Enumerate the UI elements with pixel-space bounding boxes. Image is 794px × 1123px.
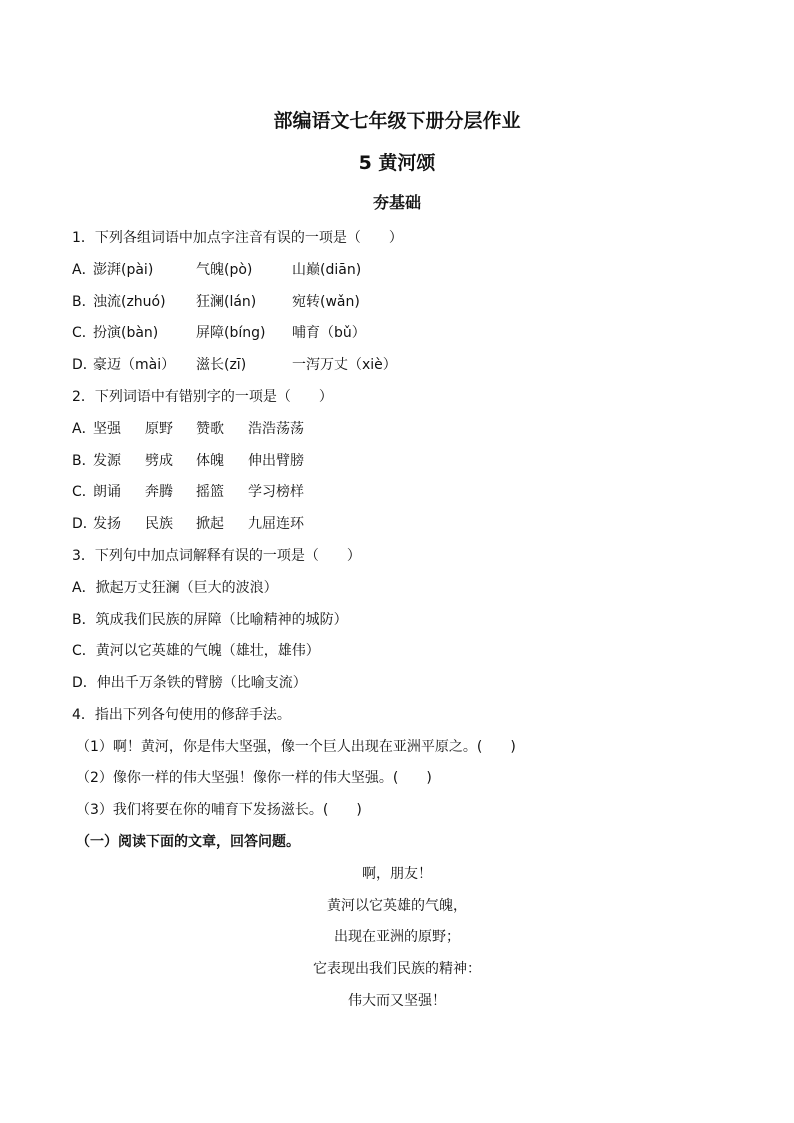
section-heading: 夯基础 (372, 193, 421, 212)
option-label: A． (72, 421, 96, 437)
option-item: 九屈连环 (248, 516, 304, 532)
option-item: 豪迈（mài） (93, 357, 176, 373)
question-2-stem: 2．下列词语中有错别字的一项是（ ） (72, 389, 333, 405)
option-item: 体魄 (196, 453, 224, 469)
option-label: D． (72, 357, 97, 373)
option-item: 坚强 (93, 421, 121, 437)
lesson-title: 5 黄河颂 (358, 152, 436, 174)
poem-line: 出现在亚洲的原野； (334, 929, 460, 945)
reading-heading: （一）阅读下面的文章，回答问题。 (76, 834, 300, 850)
option-item: 摇篮 (196, 484, 224, 500)
question-4-item-2: （2）像你一样的伟大坚强！像你一样的伟大坚强。( ) (76, 770, 432, 786)
option-item: 原野 (145, 421, 173, 437)
option-label: A． (72, 262, 96, 278)
option-label: C． (72, 484, 96, 500)
option-item: 一泻万丈（xiè） (292, 357, 397, 373)
option-item: 民族 (145, 516, 173, 532)
option-item: 学习榜样 (248, 484, 304, 500)
option-item: 气魄(pò) (196, 262, 253, 278)
option-item: 奔腾 (145, 484, 173, 500)
question-1-stem: 1．下列各组词语中加点字注音有误的一项是（ ） (72, 230, 403, 246)
document-title: 部编语文七年级下册分层作业 (273, 110, 521, 132)
option-item: 劈成 (145, 453, 173, 469)
question-3-option-c: C．黄河以它英雄的气魄（雄壮，雄伟） (72, 643, 320, 659)
option-item: 滋长(zī) (196, 357, 247, 373)
option-item: 伸出臂膀 (248, 453, 304, 469)
poem-line: 它表现出我们民族的精神： (313, 961, 481, 977)
option-item: 浩浩荡荡 (248, 421, 304, 437)
option-item: 朗诵 (93, 484, 121, 500)
option-item: 浊流(zhuó) (93, 294, 166, 310)
question-3-option-a: A．掀起万丈狂澜（巨大的波浪） (72, 580, 278, 596)
option-item: 发扬 (93, 516, 121, 532)
question-4-stem: 4．指出下列各句使用的修辞手法。 (72, 707, 291, 723)
option-item: 赞歌 (196, 421, 224, 437)
option-item: 哺育（bǔ） (292, 325, 366, 341)
option-item: 山巅(diān) (292, 262, 362, 278)
option-item: 狂澜(lán) (196, 294, 257, 310)
option-item: 屏障(bíng) (196, 325, 266, 341)
question-4-item-1: （1）啊！黄河，你是伟大坚强，像一个巨人出现在亚洲平原之。( ) (76, 739, 516, 755)
option-label: B． (72, 453, 96, 469)
question-3-option-d: D．伸出千万条铁的臂膀（比喻支流） (72, 675, 307, 691)
poem-line: 伟大而又坚强！ (348, 993, 446, 1009)
option-item: 发源 (93, 453, 121, 469)
option-item: 澎湃(pài) (93, 262, 154, 278)
option-label: C． (72, 325, 96, 341)
poem-line: 黄河以它英雄的气魄， (327, 898, 467, 914)
option-label: B． (72, 294, 96, 310)
question-4-item-3: （3）我们将要在你的哺育下发扬滋长。( ) (76, 802, 362, 818)
option-item: 扮演(bàn) (93, 325, 159, 341)
poem-line: 啊，朋友！ (362, 866, 432, 882)
question-3-option-b: B．筑成我们民族的屏障（比喻精神的城防） (72, 612, 348, 628)
option-label: D． (72, 516, 97, 532)
option-item: 掀起 (196, 516, 224, 532)
question-3-stem: 3．下列句中加点词解释有误的一项是（ ） (72, 548, 361, 564)
option-item: 宛转(wǎn) (292, 294, 360, 310)
